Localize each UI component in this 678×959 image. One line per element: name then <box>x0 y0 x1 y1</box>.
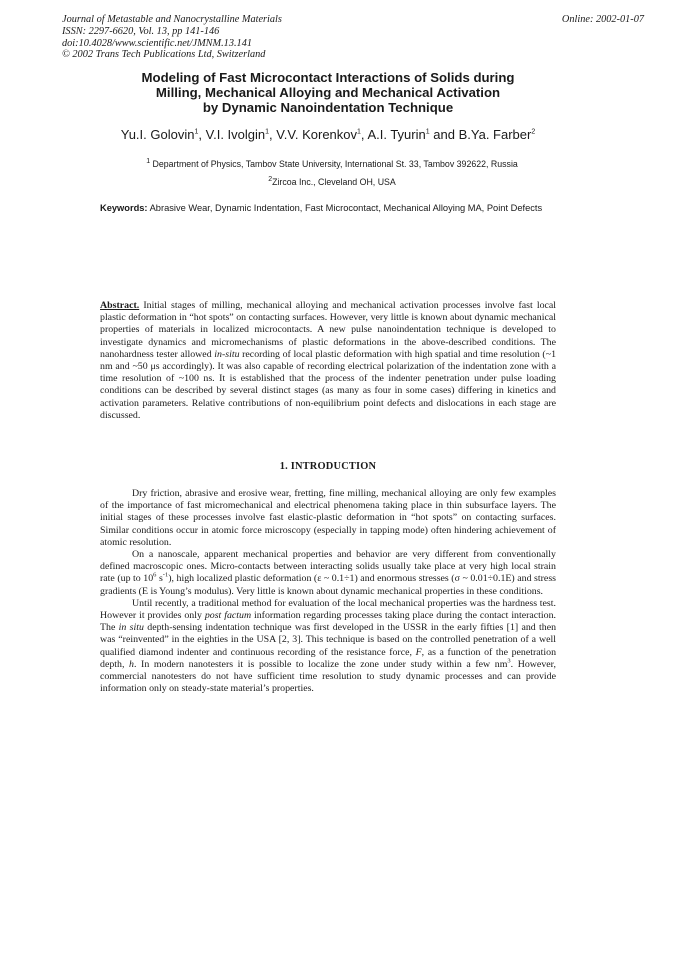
author-2: V.I. Ivolgin <box>205 127 266 142</box>
doi-line: doi:10.4028/www.scientific.net/JMNM.13.141 <box>62 37 252 49</box>
copyright-line: © 2002 Trans Tech Publications Ltd, Switzerland <box>62 49 266 61</box>
author-5-affil-mark: 2 <box>531 128 536 136</box>
affiliation-2: $^2$Zircoa Inc., Cleveland OH, USA <box>268 175 396 187</box>
author-2-affil-mark: 1 <box>265 128 270 136</box>
author-3: V.V. Korenkov <box>276 127 358 142</box>
author-1-affil-mark: 1 <box>194 128 199 136</box>
author-5: B.Ya. Farber <box>458 127 532 142</box>
abstract: Abstract. Initial stages of milling, mechanical alloying and mechanical activation processes involve fast local plastic deformation in “hot spots” on contacting surfaces. However, very little is known about dynamic mechanical properties of materials in localized microcontacts. A new pulse nanoindentation technique is developed to investigate dynamics and micromechanisms of plastic deformations in the above-described conditions. The nanohardness tester allowed in-situ recording of local plastic deformation with high spatial and time resolution (~1 nm and ~50 μs accordingly). It was also capable of recording electrical polarization of the indentation zone with a time resolution of ~100 ns. It is established that the process of the indenter penetration under pulse loading conditions can be described by several distinct stages (as many as four in some cases) differing in kinetics and activation parameters. Relative contributions of non-equilibrium point defects and dislocations in each stage are discussed. <box>100 300 557 421</box>
journal-name: Journal of Metastable and Nanocrystalline Materials <box>62 14 282 25</box>
introduction-body <box>100 488 556 695</box>
intro-paragraph-2: On a nanoscale, apparent mechanical properties and behavior are very different from conventionally defined macroscopic ones. Micro-contacts between interacting solids usually take place at very high local strain rate (up to $10^6$ $s^{-1}$), high localized plastic deformation (ε ~ 0.1÷1) and enormous stresses (σ ~ 0.01÷0.1E) and stress gradients (E is Young’s modulus). Very little is known about dynamic mechanical properties in these conditions. <box>100 549 556 597</box>
author-list: Yu.I. Golovin$^1$, V.I. Ivolgin$^1$, V.V. Korenkov$^1$, A.I. Tyurin$^1$ and B.Ya. Farber$^2$ <box>120 127 536 142</box>
author-4-affil-mark: 1 <box>425 128 430 136</box>
keywords <box>100 203 570 214</box>
journal-header <box>62 14 422 61</box>
title-line-1: Modeling of Fast Microcontact Interactions of Solids during <box>141 70 515 85</box>
author-4: A.I. Tyurin <box>367 127 426 142</box>
online-date: Online: 2002-01-07 <box>561 14 644 25</box>
affiliations <box>62 154 602 190</box>
affiliation-1: $^1$ Department of Physics, Tambov State University, International St. 33, Tambov 392622, Russia <box>146 158 518 169</box>
keywords-text: Abrasive Wear, Dynamic Indentation, Fast Microcontact, Mechanical Alloying MA, Point Defects <box>149 203 543 213</box>
author-1: Yu.I. Golovin <box>120 127 195 142</box>
section-heading-introduction: 1. INTRODUCTION <box>279 461 377 472</box>
title-line-3: by Dynamic Nanoindentation Technique <box>202 100 454 116</box>
abstract-label: Abstract. <box>100 300 140 311</box>
intro-paragraph-1: Dry friction, abrasive and erosive wear, fretting, fine milling, mechanical alloying are only few examples of the importance of fast micromechanical and electrical phenomena taking place in thin subsurface layers. The initial stages of these processes involve fast elastic-plastic deformation in “hot spots” on contacting surfaces. Similar conditions occur in atomic force microscopy (especially in tapping mode) often hindering achievement of atomic resolution. <box>100 488 556 548</box>
author-3-affil-mark: 1 <box>357 128 361 136</box>
title-line-2: Milling, Mechanical Alloying and Mechanical Activation <box>155 85 501 101</box>
issn-line: ISSN: 2297-6620, Vol. 13, pp 141-146 <box>62 25 220 37</box>
paper-title <box>62 70 594 116</box>
keywords-label: Keywords: <box>100 203 148 213</box>
intro-paragraph-3: Until recently, a traditional method for evaluation of the local mechanical properties was the hardness test. However it provides only post factum information regarding processes taking place during the contact interaction. The in situ depth-sensing indentation technique was first developed in the USSR in the early fifties [1] and then was “reinvented” in the eighties in the USA [2, 3]. This technique is based on the controlled penetration of a well qualified diamond indenter and continuous recording of the resistance force, F, as a function of the penetration depth, h. In modern nanotesters it is possible to localize the zone under study within a few $nm^3$. However, commercial nanotesters do not have sufficient time resolution to study dynamic processes and can provide information only on steady-state material’s properties. <box>100 597 557 695</box>
